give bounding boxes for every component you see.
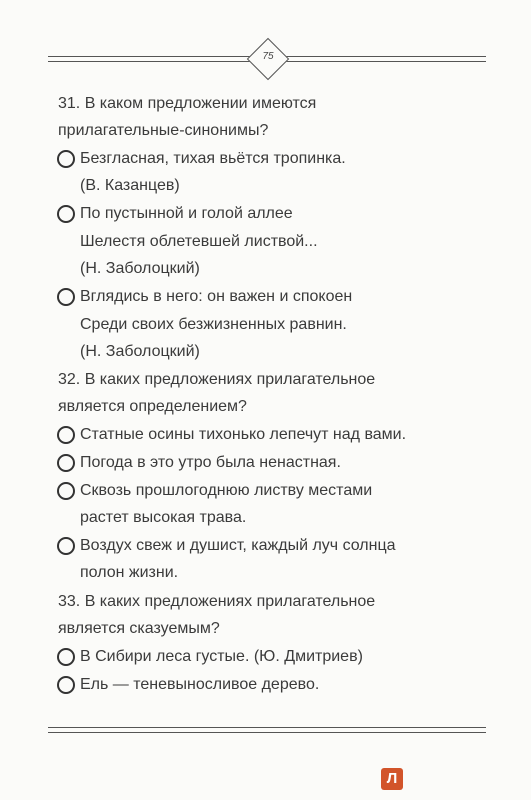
q31-option-1-line-2: (В. Казанцев): [80, 177, 180, 194]
q33-option-2-line-1: Ель — теневыносливое дерево.: [80, 676, 320, 693]
q32-option-3-line-1: Сквозь прошлогоднюю листву местами: [80, 482, 373, 499]
q31-text-line-1: 31. В каком предложении имеются: [58, 95, 317, 112]
q31-option-2-radio[interactable]: [57, 205, 75, 223]
footer-rule-bottom: [48, 732, 486, 733]
page-number: 75: [262, 51, 274, 62]
q32-option-3-line-2: растет высокая трава.: [80, 509, 247, 526]
q32-option-4-line-1: Воздух свеж и душист, каждый луч солнца: [80, 537, 396, 554]
q32-option-4-line-2: полон жизни.: [80, 564, 179, 581]
q33-option-1-line-1: В Сибири леса густые. (Ю. Дмитриев): [80, 648, 363, 665]
q32-text-line-2: является определением?: [58, 398, 247, 415]
q33-text-line-1: 33. В каких предложениях прилагательное: [58, 593, 376, 610]
q32-option-1-line-1: Статные осины тихонько лепечут над вами.: [80, 426, 407, 443]
q31-option-1-line-1: Безгласная, тихая вьётся тропинка.: [80, 150, 346, 167]
q31-option-3-line-3: (Н. Заболоцкий): [80, 343, 200, 360]
q31-option-2-line-2: Шелестя облетевшей листвой...: [80, 233, 318, 250]
q31-text-line-2: прилагательные-синонимы?: [58, 122, 269, 139]
q32-option-4-radio[interactable]: [57, 537, 75, 555]
q32-option-1-radio[interactable]: [57, 426, 75, 444]
q31-option-2-line-3: (Н. Заболоцкий): [80, 260, 200, 277]
q31-option-3-line-1: Вглядись в него: он важен и спокоен: [80, 288, 353, 305]
q31-option-2-line-1: По пустынной и голой аллее: [80, 205, 293, 222]
q31-option-1-radio[interactable]: [57, 150, 75, 168]
q32-option-2-line-1: Погода в это утро была ненастная.: [80, 454, 341, 471]
q33-option-2-radio[interactable]: [57, 676, 75, 694]
q32-text-line-1: 32. В каких предложениях прилагательное: [58, 371, 376, 388]
q31-option-3-radio[interactable]: [57, 288, 75, 306]
q32-option-2-radio[interactable]: [57, 454, 75, 472]
q32-option-3-radio[interactable]: [57, 482, 75, 500]
footer-rule-top: [48, 727, 486, 728]
q31-option-3-line-2: Среди своих безжизненных равнин.: [80, 316, 347, 333]
publisher-logo: Л: [381, 768, 403, 790]
q33-text-line-2: является сказуемым?: [58, 620, 220, 637]
q33-option-1-radio[interactable]: [57, 648, 75, 666]
